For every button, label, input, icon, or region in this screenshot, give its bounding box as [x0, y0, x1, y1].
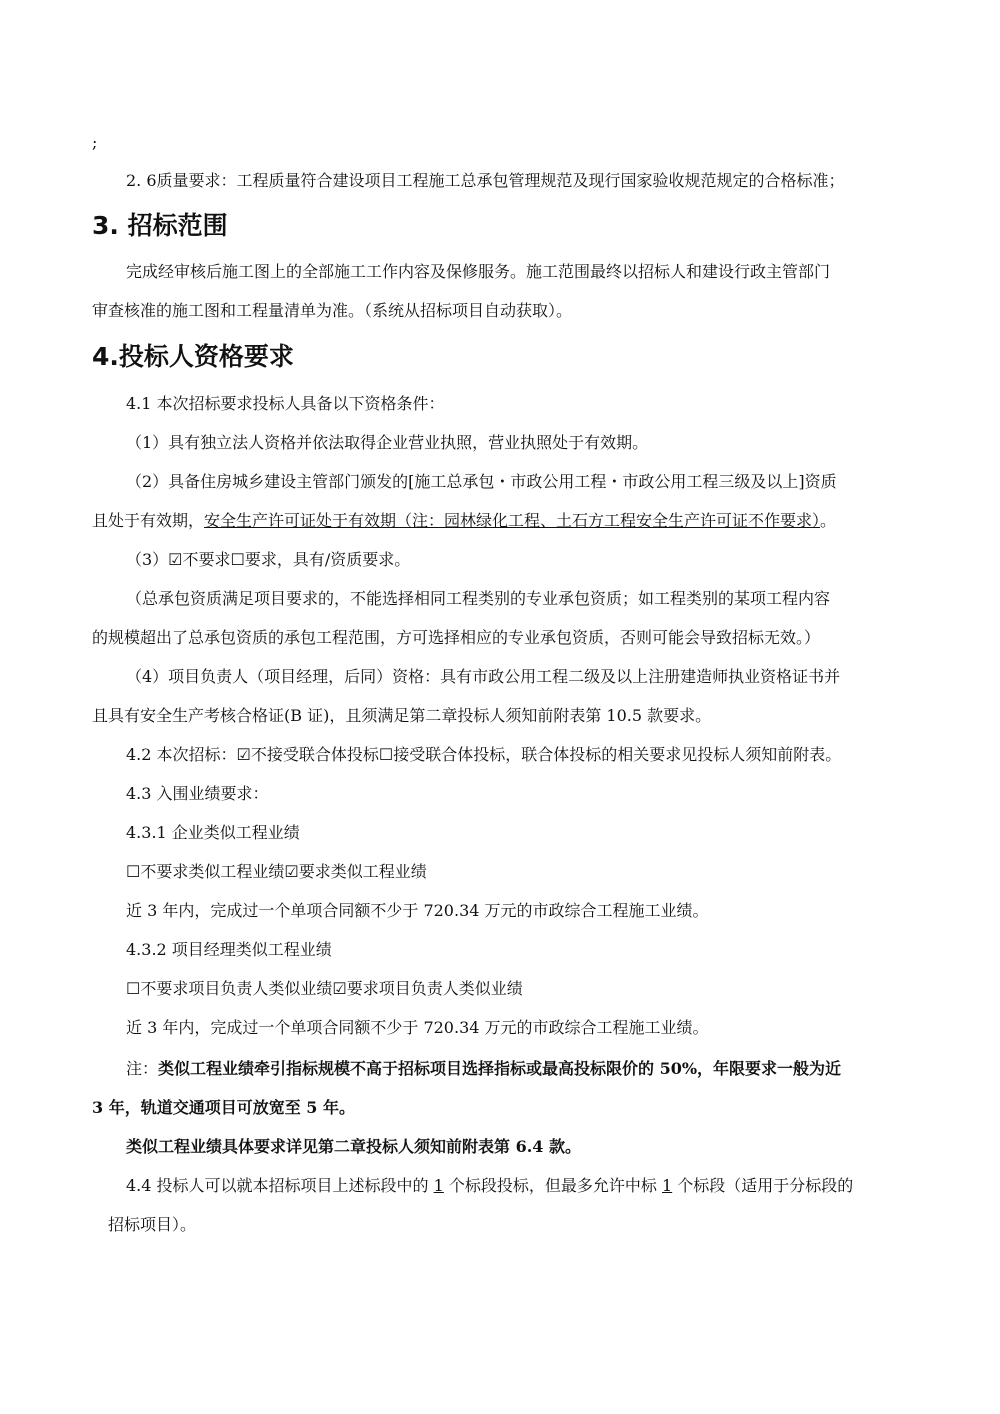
performance-note-line-2: 3 年，轨道交通项目可放宽至 5 年。	[92, 1098, 355, 1117]
qual-item-4-line-1: （4）项目负责人（项目经理，后同）资格：具有市政公用工程二级及以上注册建造师执业资格证书并	[126, 667, 841, 686]
qual-4-2: 4.2 本次招标：☑不接受联合体投标☐接受联合体投标，联合体投标的相关要求见投标人须知前附表。	[126, 745, 842, 764]
note-bold-text: 类似工程业绩牵引指标规模不高于招标项目选择指标或最高投标限价的 50%，年限要求一般为近	[158, 1059, 842, 1078]
section-3-heading: 3. 招标范围	[92, 211, 228, 240]
qual-4-4-text-a: 4.4 投标人可以就本招标项目上述标段中的	[126, 1176, 434, 1195]
company-performance-detail: 近 3 年内，完成过一个单项合同额不少于 720.34 万元的市政综合工程施工业绩。	[126, 901, 709, 920]
qual-4-3: 4.3 入围业绩要求：	[126, 784, 269, 803]
award-section-count: 1	[662, 1176, 673, 1195]
company-performance-options: ☐不要求类似工程业绩☑要求类似工程业绩	[126, 862, 427, 881]
qual-item-2-end: 。	[820, 511, 837, 530]
stray-semicolon: ;	[92, 133, 98, 152]
qual-item-2-line-2	[92, 510, 912, 532]
qual-item-1: （1）具有独立法人资格并依法取得企业营业执照，营业执照处于有效期。	[126, 433, 649, 452]
note-label: 注：	[126, 1059, 159, 1078]
bid-section-count: 1	[433, 1176, 444, 1195]
qual-4-4-line-1	[126, 1175, 912, 1197]
qual-4-4-text-c: 个标段（适用于分标段的	[672, 1176, 854, 1195]
qual-4-1: 4.1 本次招标要求投标人具备以下资格条件：	[126, 394, 445, 413]
qual-item-2-text: 且处于有效期，	[92, 511, 205, 530]
qual-4-3-1: 4.3.1 企业类似工程业绩	[126, 823, 300, 842]
qual-note-line-1: （总承包资质满足项目要求的，不能选择相同工程类别的专业承包资质；如工程类别的某项工程内容	[126, 589, 831, 608]
qual-4-4-text-b: 个标段投标，但最多允许中标	[443, 1176, 662, 1195]
section-4-heading: 4.投标人资格要求	[92, 342, 294, 371]
performance-note-line-1	[126, 1058, 912, 1080]
qual-note-line-2: 的规模超出了总承包资质的承包工程范围，方可选择相应的专业承包资质，否则可能会导致招标无效。）	[92, 628, 821, 647]
quality-requirement: 2. 6质量要求：工程质量符合建设项目工程施工总承包管理规范及现行国家验收规范规定的合格标准；	[126, 171, 845, 190]
safety-license-note: 安全生产许可证处于有效期（注：园林绿化工程、土石方工程安全生产许可证不作要求）	[204, 511, 821, 530]
manager-performance-detail: 近 3 年内，完成过一个单项合同额不少于 720.34 万元的市政综合工程施工业绩。	[126, 1018, 709, 1037]
qual-4-4-line-2: 招标项目）。	[108, 1215, 197, 1234]
scope-line-2: 审查核准的施工图和工程量清单为准。（系统从招标项目自动获取）。	[92, 301, 573, 320]
qual-4-3-2: 4.3.2 项目经理类似工程业绩	[126, 940, 332, 959]
manager-performance-options: ☐不要求项目负责人类似业绩☑要求项目负责人类似业绩	[126, 979, 523, 998]
scope-line-1: 完成经审核后施工图上的全部施工工作内容及保修服务。施工范围最终以招标人和建设行政主管部门	[126, 262, 831, 281]
qual-item-4-line-2: 且具有安全生产考核合格证(B 证)，且须满足第二章投标人须知前附表第 10.5 款要求。	[92, 706, 712, 725]
performance-reference: 类似工程业绩具体要求详见第二章投标人须知前附表第 6.4 款。	[126, 1137, 581, 1156]
qual-item-3: （3）☑不要求☐要求，具有/资质要求。	[126, 550, 411, 569]
qual-item-2-line-1: （2）具备住房城乡建设主管部门颁发的[施工总承包・市政公用工程・市政公用工程三级及以上]资质	[126, 472, 837, 491]
